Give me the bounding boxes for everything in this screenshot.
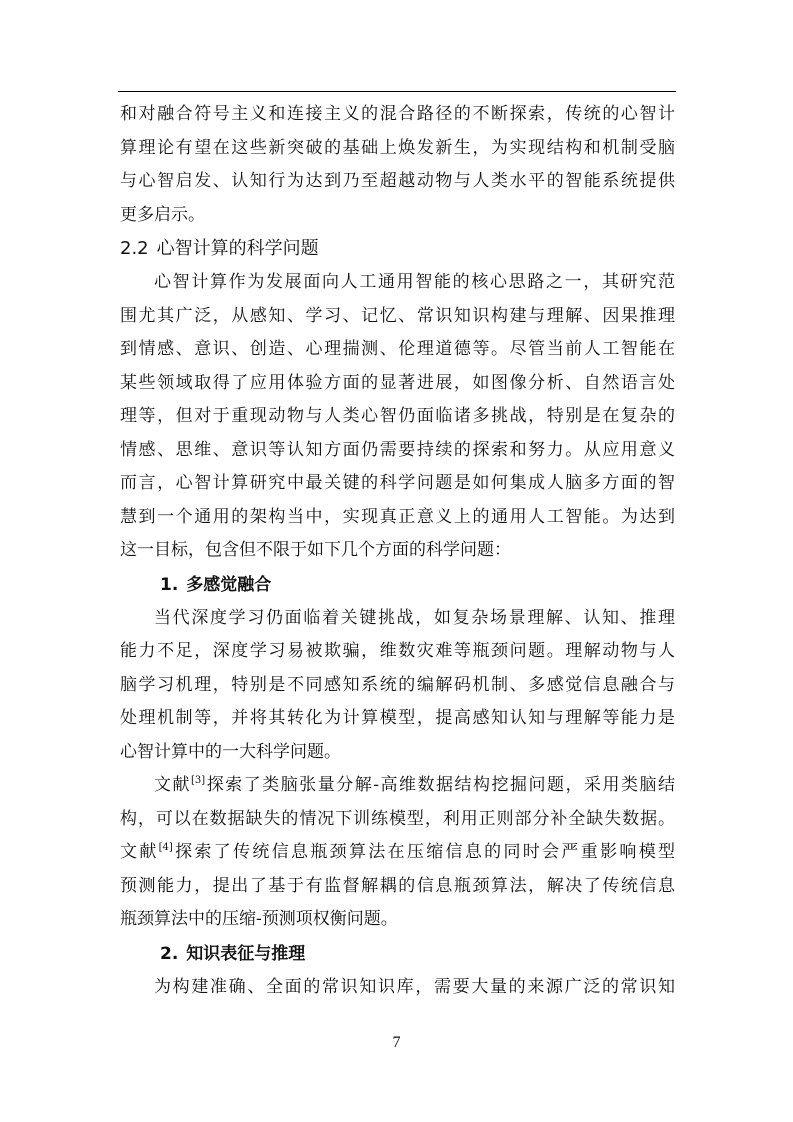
text-line (120, 769, 675, 803)
text-run: 探索了类脑张量分解-高维数据结构挖掘问题，采用类脑结 (205, 775, 675, 795)
text-line: 当代深度学习仍面临着关键挑战，如复杂场景理解、认知、推理 (154, 607, 675, 628)
text-line: 心智计算作为发展面向人工通用智能的核心思路之一，其研究范 (154, 272, 675, 292)
citation-ref[interactable]: [4] (158, 842, 173, 853)
text-line: 情感、思维、意识等认知方面仍需要持续的探索和努力。从应用意义 (120, 439, 675, 460)
text-line: 瓶颈算法中的压缩-预测项权衡问题。 (120, 909, 398, 929)
text-line: 这一目标，包含但不限于如下几个方面的科学问题： (120, 540, 511, 560)
text-line: 某些领域取得了应用体验方面的显著进展，如图像分析、自然语言处 (120, 372, 675, 393)
text-line: 预测能力，提出了基于有监督解耦的信息瓶颈算法，解决了传统信息 (120, 875, 675, 896)
subsection-heading (120, 568, 675, 602)
text-run: 文献 (120, 842, 159, 862)
body-text (120, 98, 675, 1004)
text-line: 算理论有望在这些新突破的基础上焕发新生，为实现结构和机制受脑 (120, 137, 675, 158)
text-line: 与心智启发、认知行为达到乃至超越动物与人类水平的智能系统提供 (120, 171, 675, 191)
text-line: 心智计算中的一大科学问题。 (120, 741, 341, 762)
text-line (120, 836, 675, 870)
section-heading (120, 232, 675, 266)
text-line: 处理机制等，并将其转化为计算模型，提高感知认知与理解等能力是 (120, 708, 675, 728)
section-number: 2.2 (120, 238, 149, 259)
subsection-number: 2. (160, 943, 179, 964)
text-line: 能力不足，深度学习易被欺骗，维数灾难等瓶颈问题。理解动物与人 (120, 641, 675, 661)
citation-ref[interactable]: [3] (191, 775, 206, 786)
text-line: 构，可以在数据缺失的情况下训练模型，利用正则部分补全缺失数据。 (120, 808, 675, 829)
text-line: 更多启示。 (120, 204, 205, 225)
text-line: 为构建准确、全面的常识知识库，需要大量的来源广泛的常识知 (154, 976, 675, 997)
text-run: 探索了传统信息瓶颈算法在压缩信息的同时会严重影响模型 (172, 842, 675, 862)
text-line: 围尤其广泛，从感知、学习、记忆、常识知识构建与理解、因果推理 (120, 305, 675, 326)
text-line: 而言，心智计算研究中最关键的科学问题是如何集成人脑多方面的智 (120, 473, 675, 493)
subsection-heading (120, 937, 675, 971)
text-line: 理等，但对于重现动物与人类心智仍面临诸多挑战，特别是在复杂的 (120, 406, 675, 426)
page-number: 7 (392, 1034, 401, 1051)
section-title: 心智计算的科学问题 (156, 238, 319, 259)
subsection-title: 知识表征与推理 (186, 943, 306, 964)
text-line: 慧到一个通用的架构当中，实现真正意义上的通用人工智能。为达到 (120, 506, 675, 527)
subsection-title: 多感觉融合 (186, 574, 272, 595)
header-rule (118, 91, 676, 92)
subsection-number: 1. (160, 574, 179, 595)
text-run: 文献 (154, 775, 192, 795)
text-line: 到情感、意识、创造、心理揣测、伦理道德等。尽管当前人工智能在 (120, 339, 675, 359)
text-line: 和对融合符号主义和连接主义的混合路径的不断探索，传统的心智计 (120, 104, 675, 124)
text-line: 脑学习机理，特别是不同感知系统的编解码机制、多感觉信息融合与 (120, 674, 675, 695)
